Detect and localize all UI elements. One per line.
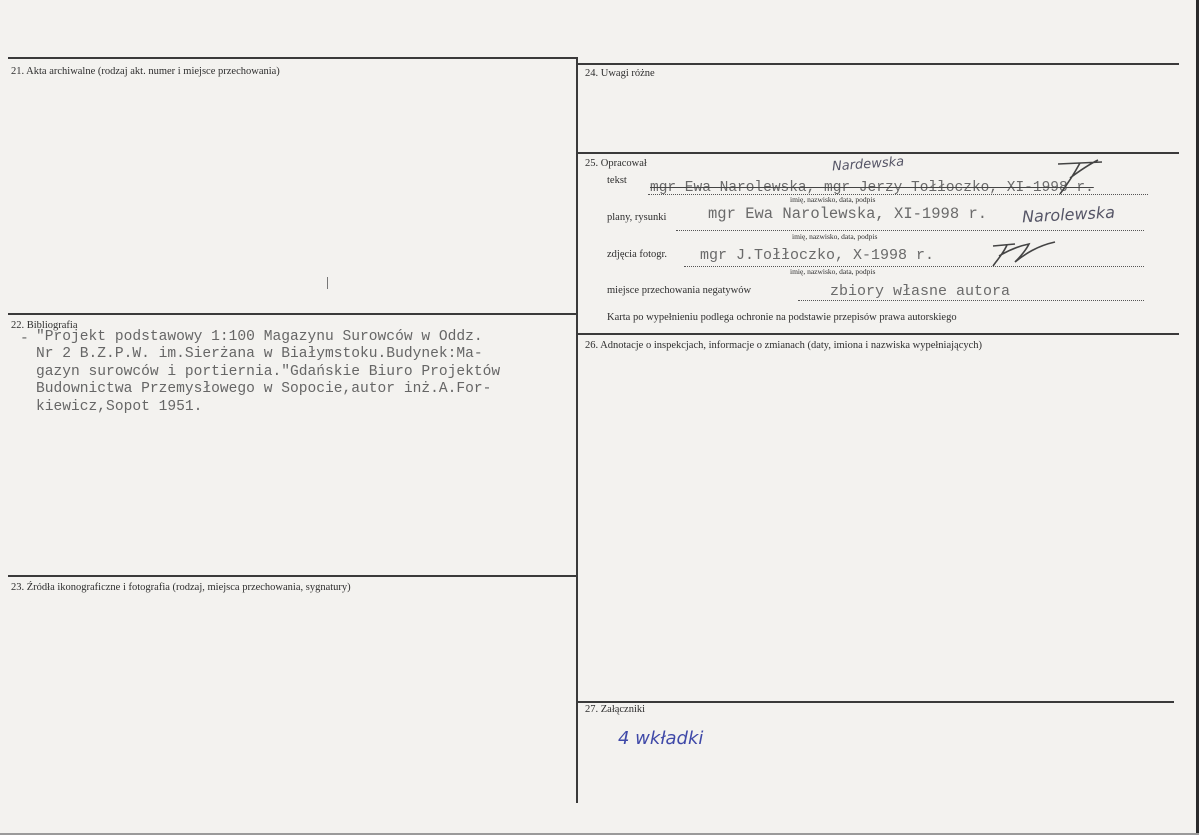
rule-right-25 xyxy=(578,152,1179,154)
rule-left-22 xyxy=(8,313,576,315)
bibliography-line: Budownictwa Przemysłowego w Sopocie,autor inż.A.For- xyxy=(36,381,492,397)
bibliography-line: gazyn surowców i portiernia."Gdańskie Biuro Projektów xyxy=(36,364,501,380)
zdjecia-line xyxy=(684,266,1144,267)
copyright-note: Karta po wypełnieniu podlega ochronie na podstawie przepisów prawa autorskiego xyxy=(607,312,957,323)
rule-top-right xyxy=(578,63,1179,65)
miejsce-label: miejsce przechowania negatywów xyxy=(607,285,752,296)
rule-right-26 xyxy=(578,333,1179,335)
attachments-handwriting: 4 wkładki xyxy=(618,728,704,749)
field-27-label: 27. Załączniki xyxy=(585,704,646,715)
field-26-label: 26. Adnotacje o inspekcjach, informacje o zmianach (daty, imiona i nazwiska wypełniających) xyxy=(585,340,983,351)
signature-zdjecia-icon xyxy=(985,238,1065,274)
signature-tekst-icon xyxy=(1040,158,1120,198)
zdjecia-caption: imię, nazwisko, data, podpis xyxy=(790,267,876,276)
plany-label: plany, rysunki xyxy=(607,212,667,223)
handwritten-signature-tekst: Nardewska xyxy=(831,154,905,175)
bibliography-line: kiewicz,Sopot 1951. xyxy=(36,399,203,415)
tekst-caption: imię, nazwisko, data, podpis xyxy=(790,195,876,204)
handwritten-signature-plany: Narolewska xyxy=(1021,202,1116,227)
rule-center-vertical xyxy=(576,58,578,803)
miejsce-value: zbiory własne autora xyxy=(830,283,1011,300)
rule-top-left xyxy=(8,57,578,59)
tekst-value: mgr Ewa Narolewska, mgr Jerzy Tołłoczko, XI-1998 r. xyxy=(650,180,1094,196)
field-24-label: 24. Uwagi różne xyxy=(585,68,655,79)
tekst-label: tekst xyxy=(607,175,627,186)
bibliography-line: Nr 2 B.Z.P.W. im.Sierżana w Białymstoku.Budynek:Ma- xyxy=(36,346,483,362)
zdjecia-value: mgr J.Tołłoczko, X-1998 r. xyxy=(700,247,935,264)
field-23-label: 23. Źródła ikonograficzne i fotografia (rodzaj, miejsca przechowania, sygnatury) xyxy=(11,582,351,593)
field-21-label: 21. Akta archiwalne (rodzaj akt. numer i miejsce przechowania) xyxy=(11,66,280,77)
field-22-label: 22. Bibliografia xyxy=(11,320,78,331)
miejsce-line xyxy=(798,300,1144,301)
bibliography-line: "Projekt podstawowy 1:100 Magazynu Surowców w Oddz. xyxy=(36,329,483,345)
rule-right-27 xyxy=(578,701,1174,703)
plany-caption: imię, nazwisko, data, podpis xyxy=(792,232,878,241)
zdjecia-label: zdjęcia fotogr. xyxy=(607,249,668,260)
plany-line xyxy=(676,230,1144,231)
stray-mark xyxy=(327,277,328,289)
field-25-label: 25. Opracował xyxy=(585,158,647,169)
rule-left-23 xyxy=(8,575,576,577)
bibliography-dash: - xyxy=(20,331,29,347)
plany-value: mgr Ewa Narolewska, XI-1998 r. xyxy=(708,205,988,223)
